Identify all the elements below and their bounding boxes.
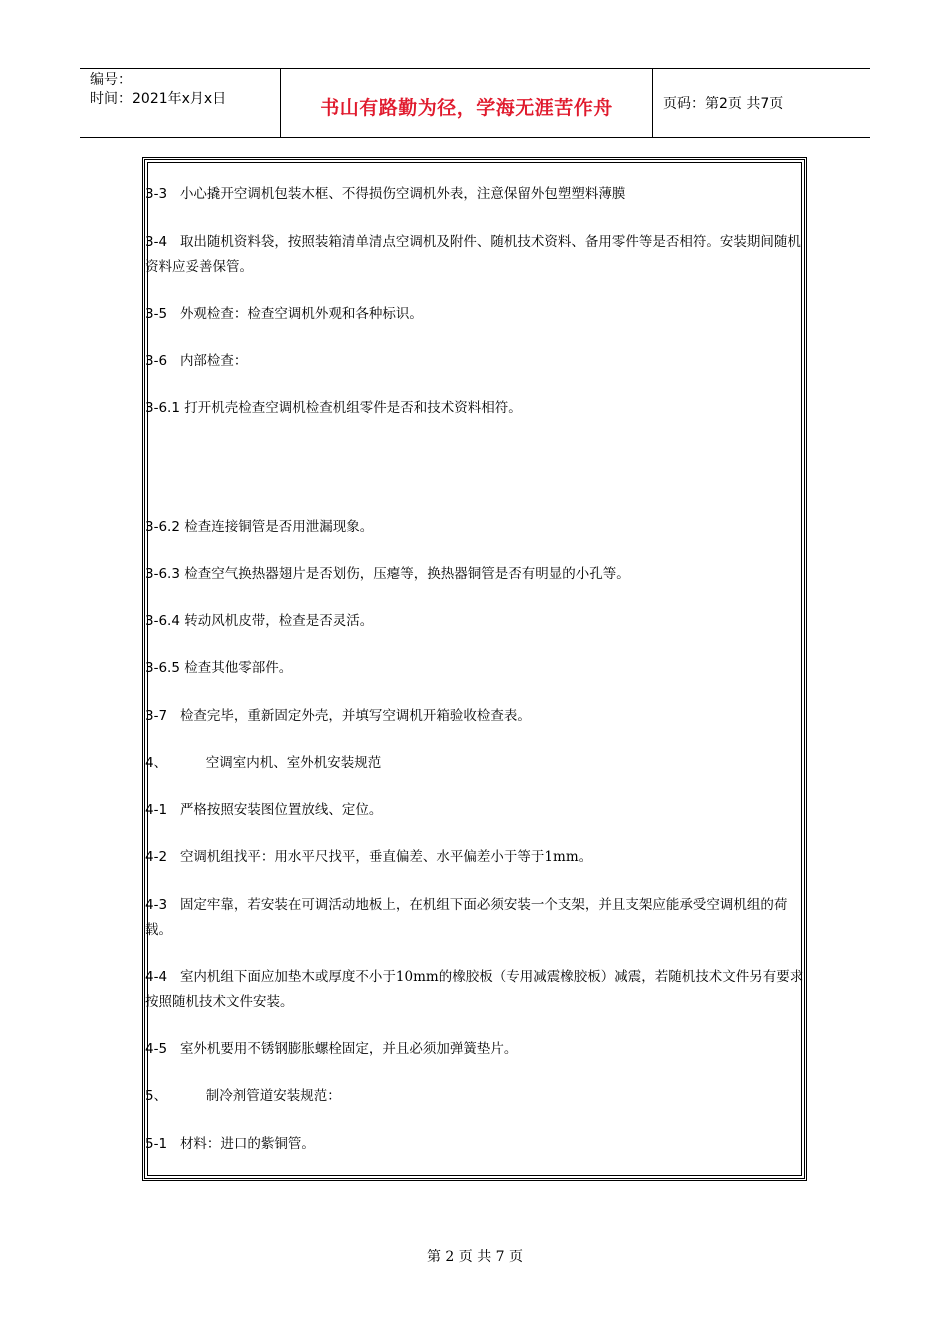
para-4-5: 4-5 室外机要用不锈钢膨胀螺栓固定，并且必须加弹簧垫片。: [145, 1041, 518, 1057]
header-motto-cell: [280, 69, 653, 137]
number-label: 编号：: [90, 72, 132, 88]
header-meta: [80, 69, 280, 137]
section-5-heading: 5、 制冷剂管道安装规范：: [145, 1088, 341, 1104]
para-3-6-2: 3-6.2 检查连接铜管是否用泄漏现象。: [145, 519, 374, 535]
para-4-4: 4-4 室内机组下面应加垫木或厚度不小于10mm的橡胶板（专用减震橡胶板）减震，若随机技术文件另有要求按照随机技术文件安装。: [145, 969, 804, 1010]
para-3-5: 3-5 外观检查：检查空调机外观和各种标识。: [145, 306, 423, 322]
time-label: 时间：2021年x月x日: [90, 91, 227, 107]
motto: 书山有路勤为径，学海无涯苦作舟: [320, 96, 613, 119]
page-footer: 第 2 页 共 7 页: [426, 1249, 524, 1265]
para-3-7: 3-7 检查完毕，重新固定外壳，并填写空调机开箱验收检查表。: [145, 708, 531, 724]
header-page-cell: [653, 69, 870, 137]
para-3-4: 3-4 取出随机资料袋，按照装箱清单清点空调机及附件、随机技术资料、备用零件等是否相符。安装期间随机资料应妥善保管。: [145, 234, 801, 275]
para-3-6-5: 3-6.5 检查其他零部件。: [145, 660, 293, 676]
section-4-heading: 4、 空调室内机、室外机安装规范: [145, 755, 382, 771]
para-3-6-4: 3-6.4 转动风机皮带，检查是否灵活。: [145, 613, 374, 629]
para-3-6-3: 3-6.3 检查空气换热器翅片是否划伤，压瘪等，换热器铜管是否有明显的小孔等。: [145, 566, 630, 582]
para-4-3: 4-3 固定牢靠，若安装在可调活动地板上，在机组下面必须安装一个支架，并且支架应能承受空调机组的荷载。: [145, 897, 788, 938]
page-info: 页码：第2页 共7页: [663, 96, 784, 112]
para-3-3: 3-3 小心撬开空调机包装木框、不得损伤空调机外表，注意保留外包塑塑料薄膜: [145, 186, 626, 202]
para-4-1: 4-1 严格按照安装图位置放线、定位。: [145, 802, 383, 818]
para-3-6-1: 3-6.1 打开机壳检查空调机检查机组零件是否和技术资料相符。: [145, 400, 522, 416]
para-4-2: 4-2 空调机组找平：用水平尺找平，垂直偏差、水平偏差小于等于1mm。: [145, 849, 593, 865]
para-3-6: 3-6 内部检查：: [145, 353, 248, 369]
para-5-1: 5-1 材料：进口的紫铜管。: [145, 1136, 315, 1152]
page-header: [80, 68, 870, 138]
